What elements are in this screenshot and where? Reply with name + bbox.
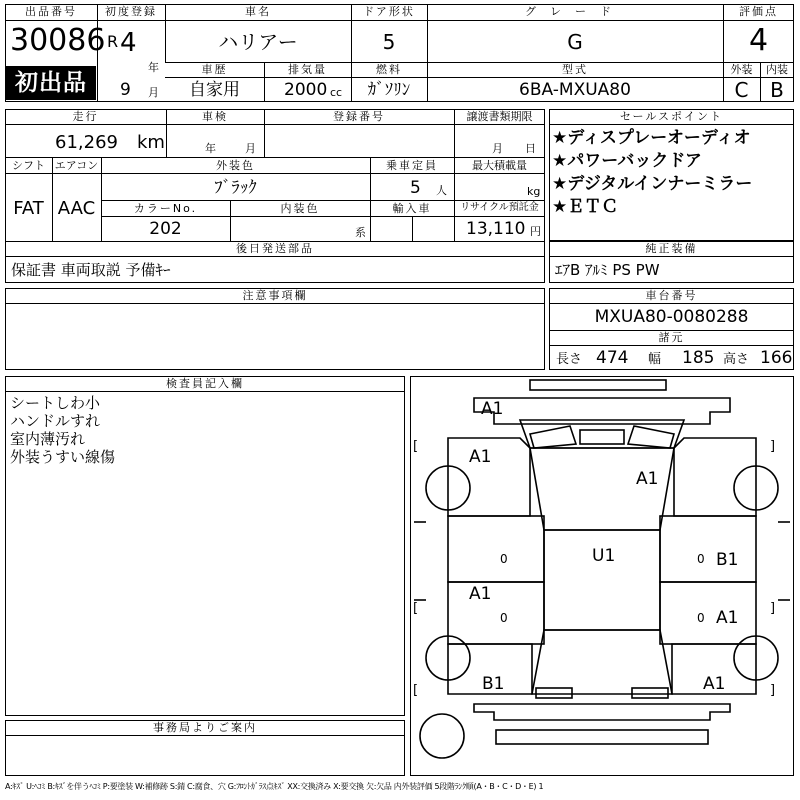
length-label: 長さ [556, 352, 583, 367]
mark-right-rear-door: A1 [716, 608, 739, 628]
registration-year: 4 [120, 28, 137, 58]
later-parts: 保証書 車両取説 予備ｷｰ [11, 261, 171, 279]
exterior-color: ﾌﾞﾗｯｸ [214, 178, 257, 198]
chassis-number: MXUA80-0080288 [594, 307, 749, 327]
left-rear-door [448, 582, 544, 644]
sales-point-4: ★ＥＴＣ [552, 197, 619, 217]
spare-wheel [420, 714, 464, 758]
sales-point-2: ★パワーバックドア [552, 151, 702, 171]
inspector-notes-label: 検査員記入欄 [166, 377, 244, 390]
bracket-right-front: ] [770, 439, 776, 454]
width-label: 幅 [648, 352, 662, 367]
lot-number: 30086 [10, 23, 106, 58]
hood [530, 448, 674, 530]
recycle-label: リサイクル預託金 [460, 202, 539, 213]
mark-right-rear-dent: 0 [697, 611, 705, 625]
fuel: ｶﾞｿﾘﾝ [367, 80, 411, 100]
mark-right-front-door-dent: 0 [697, 552, 705, 566]
interior-grade: B [770, 78, 784, 102]
inspection-label: 車検 [202, 110, 228, 123]
mark-left-rear-dent: 0 [500, 611, 508, 625]
inspector-note-3: 室内薄汚れ [10, 430, 86, 448]
taillight-left [536, 688, 572, 698]
max-load-label: 最大積載量 [472, 159, 527, 172]
inspector-note-4: 外装うすい線傷 [10, 448, 116, 466]
front-bumper-top [530, 380, 666, 390]
mark-rear-right: A1 [703, 674, 726, 694]
aircon: AAC [57, 198, 96, 219]
right-front-door [660, 516, 756, 582]
capacity-unit: 人 [436, 184, 447, 197]
left-front-door [448, 516, 544, 582]
model-label: 型式 [562, 63, 588, 76]
right-rear-door [660, 582, 756, 644]
aircon-label: エアコン [54, 159, 99, 172]
fuel-label: 燃料 [376, 63, 402, 76]
mark-right-door: B1 [716, 550, 739, 570]
mileage: 61,269 [55, 132, 118, 153]
rear-bumper [474, 704, 730, 720]
inspection-month-unit: 月 [245, 142, 256, 155]
rear-glass [532, 630, 672, 694]
rear-bumper-low [496, 730, 708, 744]
mileage-unit: km [137, 132, 165, 153]
transfer-deadline-label: 譲渡書類期限 [466, 110, 533, 123]
shift: FAT [13, 198, 44, 219]
year-unit: 年 [148, 61, 159, 74]
score: 4 [748, 23, 769, 58]
headlight-left [530, 426, 576, 448]
interior-color-unit: 系 [355, 226, 366, 239]
exterior-color-label: 外装色 [216, 159, 255, 172]
mark-hood: A1 [636, 469, 659, 489]
transfer-day-unit: 日 [525, 142, 536, 155]
legend: A:ｷｽﾞ U:ﾍｺﾐ B:ｷｽﾞを伴うﾍｺﾐ P:要塗装 W:補修跡 S:錆 C:腐食、穴 G:ﾌﾛﾝﾄｶﾞﾗｽ点ｷｽﾞ XX:交換済み X:要交換 欠:欠品 内外装評価 5段階ﾗﾝｸ順(A・B・C・D・E) 1 [5, 782, 544, 791]
model: 6BA-MXUA80 [519, 80, 631, 100]
history: 自家用 [189, 80, 240, 100]
recycle-unit: 円 [530, 225, 541, 238]
exterior-label: 外装 [730, 63, 753, 76]
capacity-label: 乗車定員 [386, 159, 438, 172]
lot-number-label: 出品番号 [25, 5, 77, 18]
color-number: 202 [149, 219, 182, 239]
import-label: 輸入車 [392, 202, 432, 215]
later-parts-label: 後日発送部品 [236, 242, 314, 255]
office-notice-label: 事務局よりご案内 [153, 721, 257, 734]
length: 474 [596, 348, 629, 368]
height-label: 高さ [723, 352, 750, 367]
car-name-label: 車名 [245, 5, 271, 18]
inspection-year-unit: 年 [205, 142, 216, 155]
score-label: 評価点 [739, 5, 778, 18]
registration-number-label: 登録番号 [333, 110, 385, 123]
month-unit: 月 [148, 86, 159, 99]
sales-point-1: ★ディスプレーオーディオ [552, 128, 751, 148]
bracket-left-rear: [ [413, 683, 419, 698]
mark-left-rear-door: A1 [469, 584, 492, 604]
interior-label: 内装 [766, 63, 788, 76]
headlight-right [628, 426, 674, 448]
bracket-left-front: [ [413, 439, 419, 454]
inspector-note-2: ハンドルすれ [10, 412, 101, 430]
transfer-month-unit: 月 [492, 142, 503, 155]
notes-label: 注意事項欄 [242, 289, 308, 302]
registration-month: 9 [120, 80, 131, 100]
car-diagram [410, 376, 794, 776]
mark-left-front-door-dent: 0 [500, 552, 508, 566]
shift-label: シフト [12, 159, 45, 172]
bracket-right-mid: ] [770, 601, 776, 616]
height: 166 [760, 348, 793, 368]
roof [544, 530, 660, 630]
chassis-number-label: 車台番号 [645, 289, 698, 302]
color-number-label: カラーNo. [133, 202, 198, 215]
specs-label: 諸元 [658, 331, 685, 344]
mileage-label: 走行 [72, 110, 99, 123]
bracket-right-rear: ] [770, 683, 776, 698]
taillight-right [632, 688, 668, 698]
history-label: 車歴 [201, 63, 228, 76]
equipment: ｴｱB ｱﾙﾐ PS PW [555, 261, 660, 279]
era: R [107, 32, 119, 51]
first-listing-badge: 初出品 [6, 66, 96, 100]
mark-front-left-fender: A1 [469, 447, 492, 467]
mark-front-bumper: A1 [481, 399, 504, 419]
grade: G [567, 30, 583, 54]
first-registration-label: 初度登録 [105, 5, 157, 18]
sales-point-3: ★デジタルインナーミラー [552, 174, 753, 194]
bracket-left-mid: [ [413, 601, 419, 616]
grille [580, 430, 624, 444]
displacement-unit: cc [330, 86, 343, 99]
right-front-fender [674, 438, 756, 516]
mark-roof: U1 [592, 546, 616, 566]
exterior-grade: C [734, 78, 749, 102]
recycle-fee: 13,110 [466, 219, 526, 239]
equipment-label: 純正装備 [645, 242, 698, 255]
sales-points-label: セールスポイント [619, 110, 723, 123]
max-load-unit: kg [527, 185, 541, 198]
displacement-label: 排気量 [288, 63, 327, 76]
capacity: 5 [410, 178, 421, 198]
mark-rear-left: B1 [482, 674, 505, 694]
grade-label: グレード [525, 5, 625, 18]
door-type: 5 [382, 30, 396, 54]
car-name: ハリアー [218, 30, 298, 54]
interior-color-label: 内装色 [280, 202, 320, 215]
displacement: 2000 [284, 80, 328, 100]
door-type-label: ドア形状 [363, 5, 415, 18]
width: 185 [682, 348, 715, 368]
inspector-note-1: シートしわ小 [10, 394, 101, 412]
